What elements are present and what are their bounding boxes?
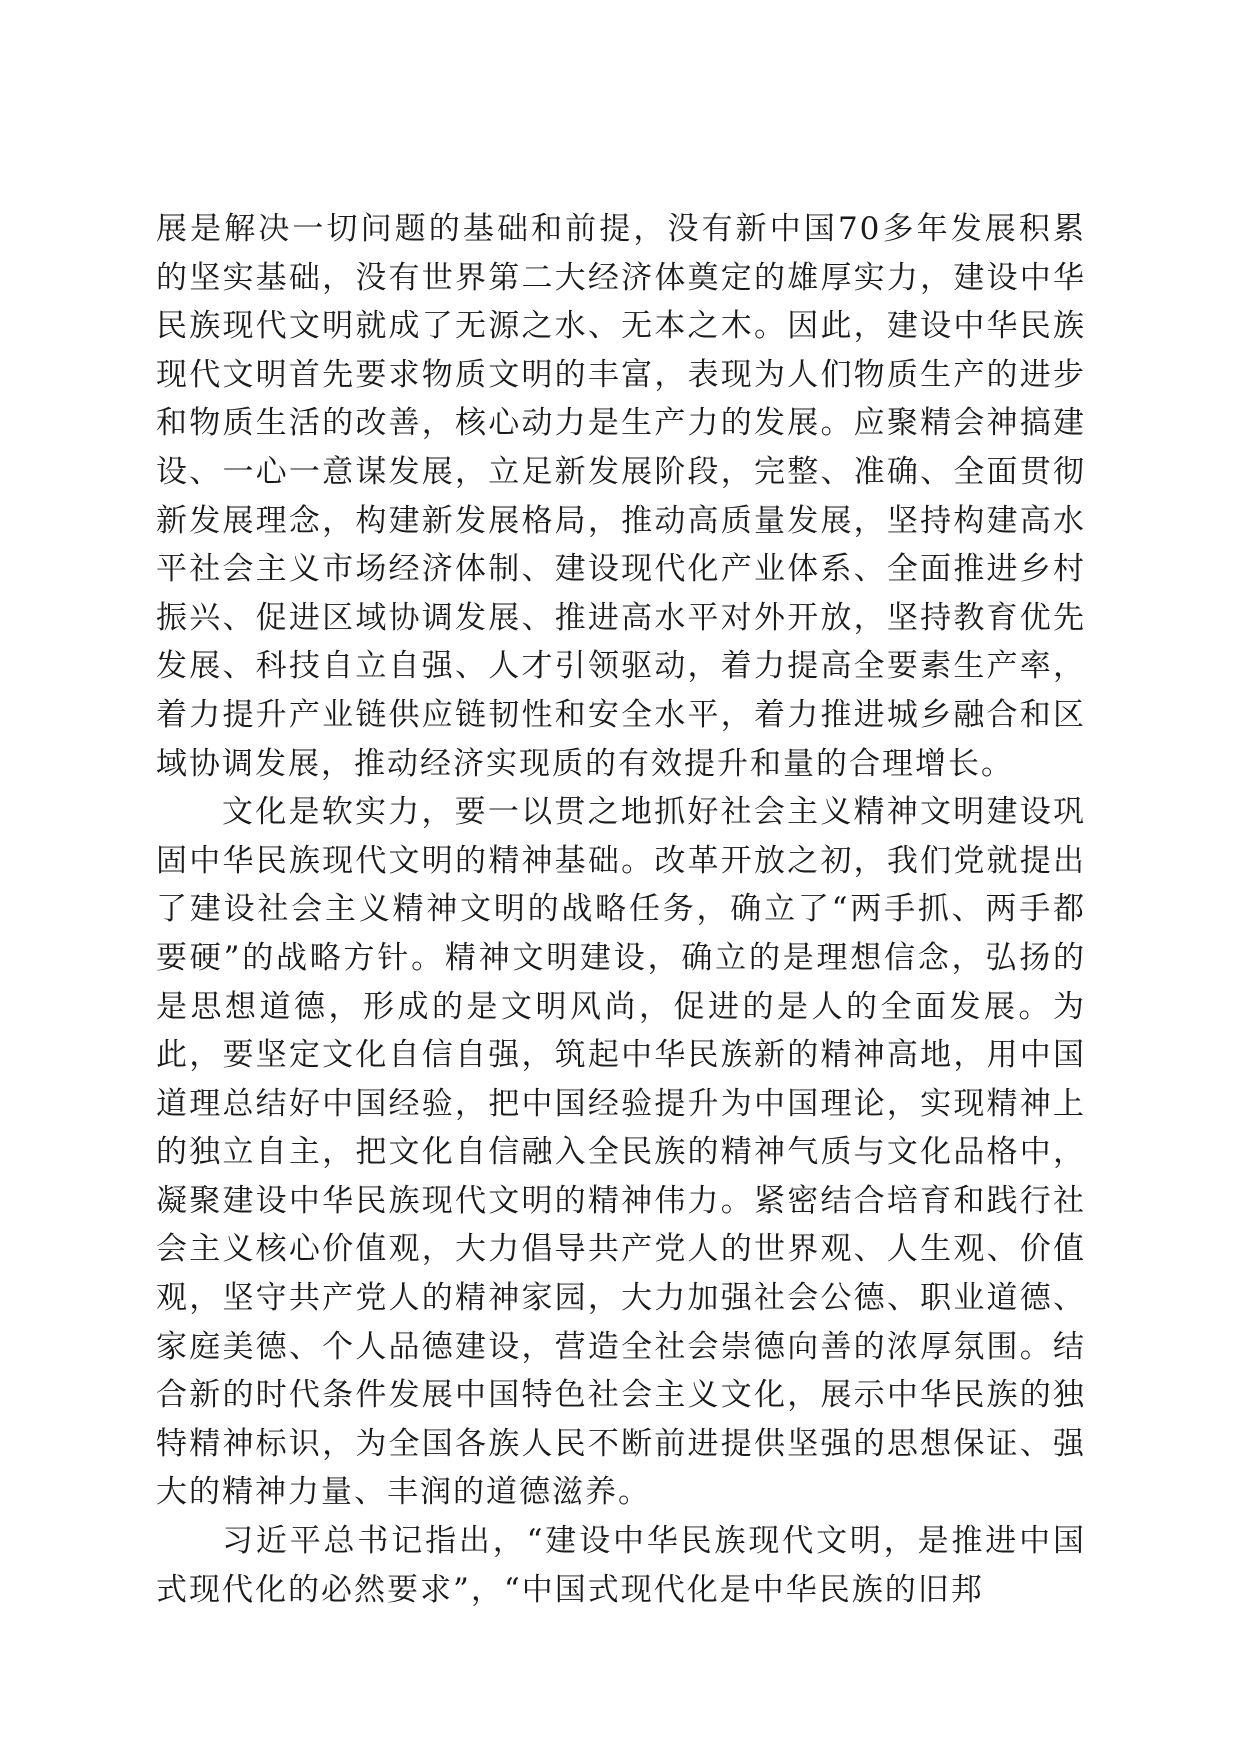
body-text	[156, 205, 1086, 1614]
paragraph-quote: 习近平总书记指出，“建设中华民族现代文明，是推进中国式现代化的必然要求”，“中国式现代化是中华民族的旧邦	[156, 1523, 1086, 1608]
paragraph-spiritual-civilization: 文化是软实力，要一以贯之地抓好社会主义精神文明建设巩固中华民族现代文明的精神基础。改革开放之初，我们党就提出了建设社会主义精神文明的战略任务，确立了“两手抓、两手都要硬”的战略方针。精神文明建设，确立的是理想信念，弘扬的是思想道德，形成的是文明风尚，促进的是人的全面发展。为此，要坚定文化自信自强，筑起中华民族新的精神高地，用中国道理总结好中国经验，把中国经验提升为中国理论，实现精神上的独立自主，把文化自信融入全民族的精神气质与文化品格中，凝聚建设中华民族现代文明的精神伟力。紧密结合培育和践行社会主义核心价值观，大力倡导共产党人的世界观、人生观、价值观，坚守共产党人的精神家园，大力加强社会公德、职业道德、家庭美德、个人品德建设，营造全社会崇德向善的浓厚氛围。结合新的时代条件发展中国特色社会主义文化，展示中华民族的独特精神标识，为全国各族人民不断前进提供坚强的思想保证、强大的精神力量、丰润的道德滋养。	[156, 794, 1086, 1511]
paragraph-continuation: 展是解决一切问题的基础和前提，没有新中国70多年发展积累的坚实基础，没有世界第二大经济体奠定的雄厚实力，建设中华民族现代文明就成了无源之水、无本之木。因此，建设中华民族现代文明首先要求物质文明的丰富，表现为人们物质生产的进步和物质生活的改善，核心动力是生产力的发展。应聚精会神搞建设、一心一意谋发展，立足新发展阶段，完整、准确、全面贯彻新发展理念，构建新发展格局，推动高质量发展，坚持构建高水平社会主义市场经济体制、建设现代化产业体系、全面推进乡村振兴、促进区域协调发展、推进高水平对外开放，坚持教育优先发展、科技自立自强、人才引领驱动，着力提高全要素生产率，着力提升产业链供应链韧性和安全水平，着力推进城乡融合和区域协调发展，推动经济实现质的有效提升和量的合理增长。	[156, 211, 1086, 782]
